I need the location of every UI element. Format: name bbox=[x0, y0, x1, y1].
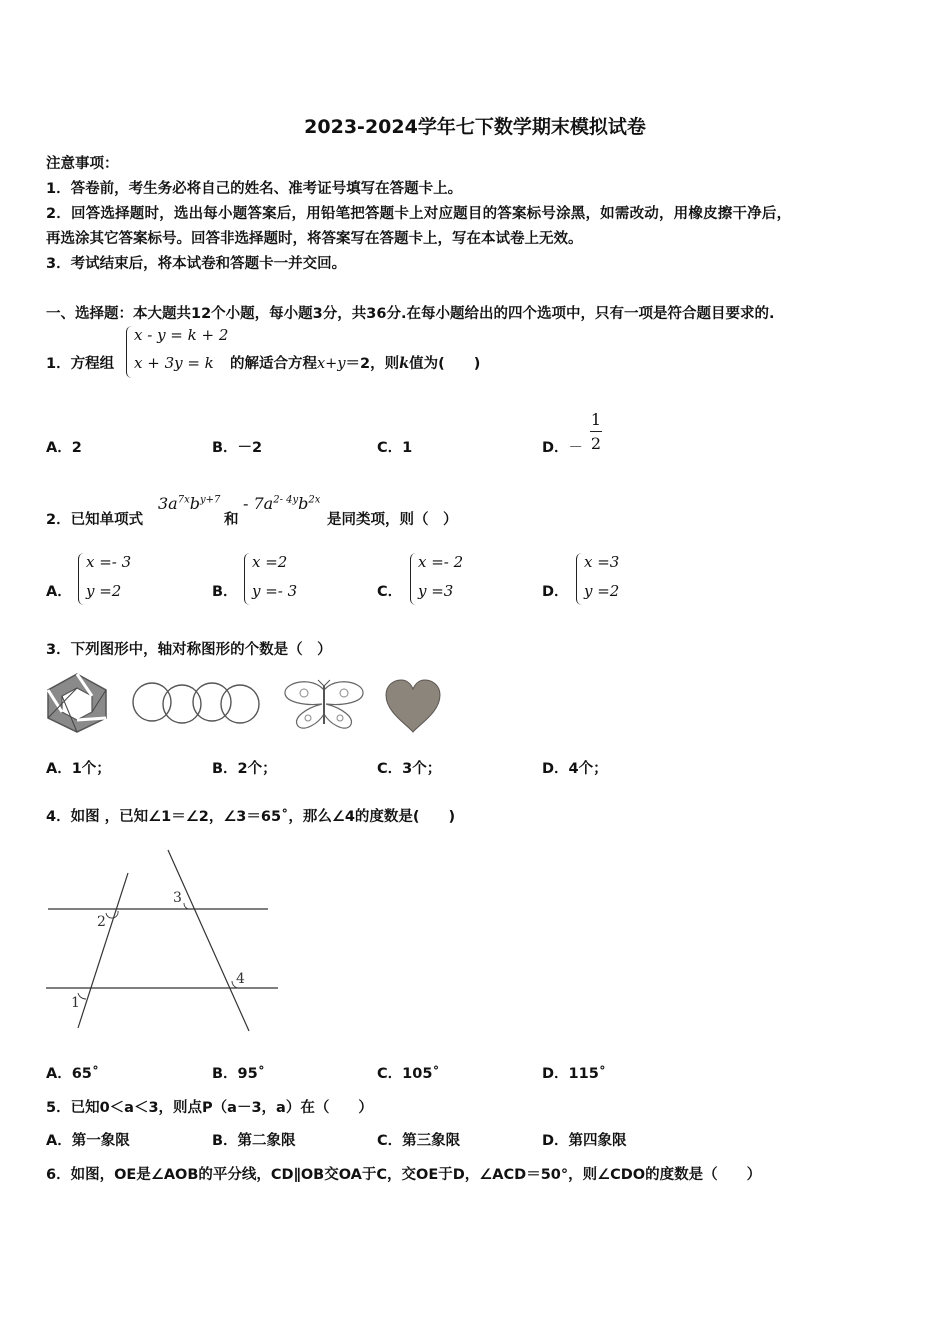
mono-base: b bbox=[189, 494, 200, 513]
olympic-rings-figure bbox=[130, 680, 262, 728]
system-row: x =3 bbox=[584, 553, 620, 571]
angle-label-3: 3 bbox=[173, 890, 182, 906]
section-heading: 一、选择题：本大题共12个小题，每小题3分，共36分.在每小题给出的四个选项中，只有一项是符合题目要求的. bbox=[46, 306, 775, 322]
q3-option-b[interactable]: B．2个； bbox=[212, 761, 277, 777]
mono-exp: 2- 4y bbox=[273, 494, 299, 506]
q1-option-b[interactable]: B．－2 bbox=[212, 440, 263, 456]
q1-prefix: 1．方程组 bbox=[46, 356, 115, 372]
mono-base: 3a bbox=[158, 494, 178, 513]
butterfly-figure bbox=[282, 678, 366, 732]
q2-option-c-system bbox=[410, 553, 490, 605]
left-transversal bbox=[78, 873, 128, 1028]
brace-icon bbox=[576, 553, 583, 605]
q4-option-c[interactable]: C．105˚ bbox=[377, 1066, 440, 1082]
q1-xy: x+y bbox=[317, 356, 346, 372]
q2-option-c-label[interactable]: C． bbox=[377, 584, 403, 600]
q2-option-b-system bbox=[244, 553, 324, 605]
q1-option-a[interactable]: A．2 bbox=[46, 440, 82, 456]
q5-text: 5．已知0＜a＜3，则点P（a－3，a）在（ ） bbox=[46, 1100, 373, 1116]
q5-option-c[interactable]: C．第三象限 bbox=[377, 1133, 461, 1149]
heart-figure bbox=[384, 678, 442, 734]
right-transversal bbox=[168, 850, 249, 1031]
q2-option-a-system bbox=[78, 553, 158, 605]
q2-monomial-2 bbox=[243, 494, 320, 513]
mono-exp: y+7 bbox=[199, 494, 221, 506]
q1-eq2: x + 3y = k bbox=[134, 354, 214, 372]
brace-icon bbox=[244, 553, 251, 605]
q5-option-d[interactable]: D．第四象限 bbox=[542, 1133, 627, 1149]
system-row: x =- 3 bbox=[86, 553, 132, 571]
notes-heading: 注意事项： bbox=[46, 156, 119, 172]
q4-option-a[interactable]: A．65˚ bbox=[46, 1066, 100, 1082]
q6-text: 6．如图，OE是∠AOB的平分线，CD∥OB交OA于C，交OE于D，∠ACD＝50°，则∠CDO的度数是（ ） bbox=[46, 1167, 762, 1183]
mono-exp: 2x bbox=[308, 494, 321, 506]
mono-exp: 7x bbox=[177, 494, 190, 506]
note-item: 1．答卷前，考生务必将自己的姓名、准考证号填写在答题卡上。 bbox=[46, 181, 463, 197]
mono-base: - 7a bbox=[243, 494, 274, 513]
q1-suffix-c: 值为( ) bbox=[409, 356, 481, 372]
note-item: 再选涂其它答案标号。回答非选择题时，将答案写在答题卡上，写在本试卷上无效。 bbox=[46, 231, 583, 247]
angle-label-2: 2 bbox=[97, 914, 106, 930]
angle-label-4: 4 bbox=[236, 971, 245, 987]
q1-option-d[interactable] bbox=[542, 436, 583, 457]
fraction-numerator: 1 bbox=[590, 410, 602, 429]
system-row: y =3 bbox=[418, 582, 454, 600]
fraction-bar bbox=[590, 431, 602, 432]
q2-option-a-label[interactable]: A． bbox=[46, 584, 72, 600]
q2-and: 和 bbox=[224, 512, 239, 528]
q2-option-b-label[interactable]: B． bbox=[212, 584, 238, 600]
q1-eq1: x - y = k + 2 bbox=[134, 326, 229, 344]
angle-label-1: 1 bbox=[71, 995, 80, 1011]
fraction-denominator: 2 bbox=[590, 434, 602, 453]
q3-option-c[interactable]: C．3个； bbox=[377, 761, 442, 777]
q3-option-d[interactable]: D．4个； bbox=[542, 761, 608, 777]
q4-option-d[interactable]: D．115˚ bbox=[542, 1066, 607, 1082]
q5-option-b[interactable]: B．第二象限 bbox=[212, 1133, 296, 1149]
q1-equation-system bbox=[126, 326, 236, 378]
q2-option-d-system bbox=[576, 553, 656, 605]
q1-option-d-label: D． bbox=[542, 440, 569, 456]
q1-option-c[interactable]: C．1 bbox=[377, 440, 413, 456]
q1-suffix-b: ＝2，则 bbox=[345, 356, 400, 372]
brace-icon bbox=[78, 553, 85, 605]
q2-suffix: 是同类项，则（ ） bbox=[327, 512, 458, 528]
q2-option-d-label[interactable]: D． bbox=[542, 584, 569, 600]
q4-option-b[interactable]: B．95˚ bbox=[212, 1066, 265, 1082]
q1-suffix bbox=[230, 352, 480, 373]
q2-prefix: 2．已知单项式 bbox=[46, 512, 144, 528]
q5-option-a[interactable]: A．第一象限 bbox=[46, 1133, 130, 1149]
mono-base: b bbox=[298, 494, 309, 513]
note-item: 2．回答选择题时，选出每小题答案后，用铅笔把答题卡上对应题目的答案标号涂黑，如需改动，用橡皮擦干净后， bbox=[46, 206, 792, 222]
system-row: y =- 3 bbox=[252, 582, 298, 600]
system-row: y =2 bbox=[584, 582, 620, 600]
brace-icon bbox=[126, 326, 133, 378]
system-row: x =- 2 bbox=[418, 553, 464, 571]
q3-option-a[interactable]: A．1个； bbox=[46, 761, 111, 777]
note-item: 3．考试结束后，将本试卷和答题卡一并交回。 bbox=[46, 256, 347, 272]
q2-monomial-1 bbox=[158, 494, 220, 513]
brace-icon bbox=[410, 553, 417, 605]
page-title: 2023-2024学年七下数学期末模拟试卷 bbox=[304, 116, 646, 138]
hexagon-logo-figure bbox=[44, 672, 110, 734]
q3-text: 3．下列图形中，轴对称图形的个数是（ ） bbox=[46, 642, 332, 658]
parallel-lines-figure bbox=[40, 845, 285, 1040]
q1-k: k bbox=[399, 355, 410, 372]
q4-text: 4．如图 ，已知∠1＝∠2，∠3＝65˚，那么∠4的度数是( ) bbox=[46, 809, 456, 825]
system-row: x =2 bbox=[252, 553, 288, 571]
q1-suffix-a: 的解适合方程 bbox=[230, 356, 317, 372]
q1-option-d-sign: － bbox=[568, 440, 584, 456]
system-row: y =2 bbox=[86, 582, 122, 600]
q1-option-d-fraction bbox=[590, 410, 602, 453]
